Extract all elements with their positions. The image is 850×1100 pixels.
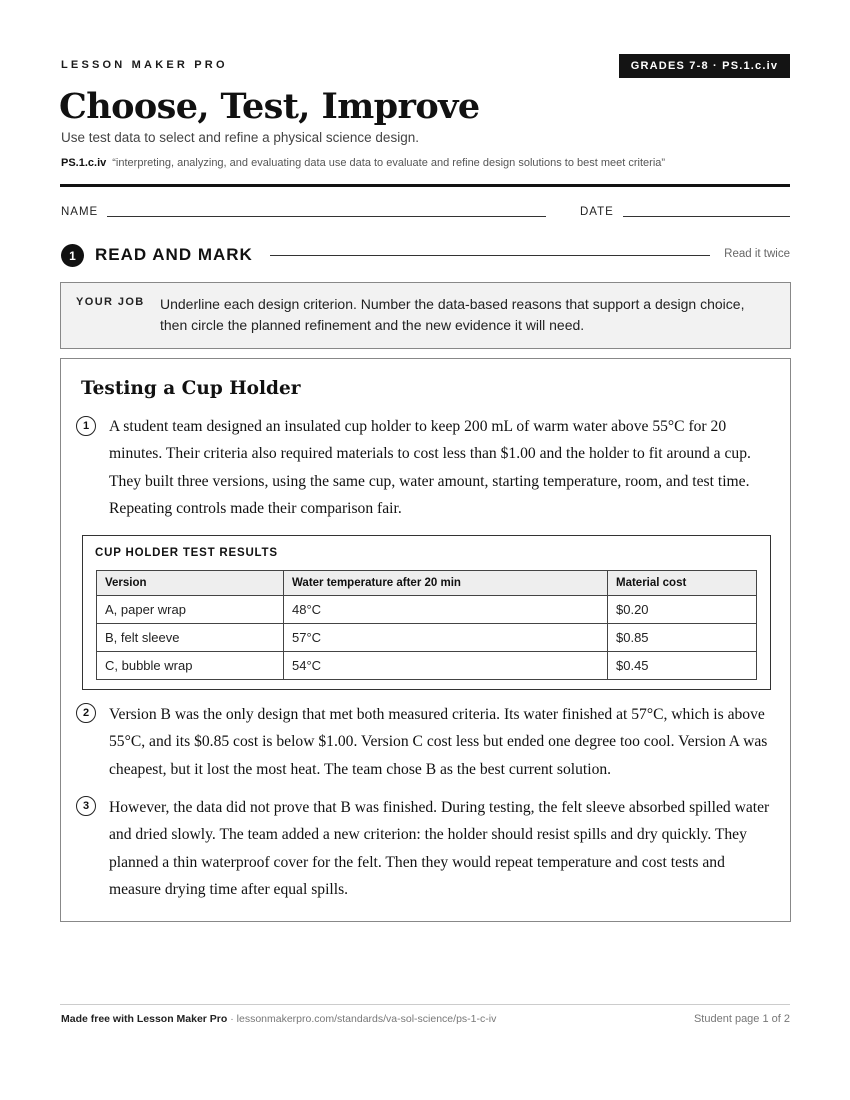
- header-divider: [60, 184, 790, 187]
- name-label: NAME: [61, 206, 99, 218]
- section-hint: Read it twice: [724, 248, 790, 260]
- job-label: YOUR JOB: [76, 296, 145, 308]
- table-row: [97, 652, 757, 680]
- section-number-badge: 1: [61, 244, 84, 267]
- table-row: [97, 624, 757, 652]
- paragraph-number: 2: [76, 703, 96, 723]
- page-indicator: Student page 1 of 2: [693, 1013, 790, 1025]
- footer-made-with: Made free with Lesson Maker Pro: [61, 1013, 228, 1025]
- reading-title: Testing a Cup Holder: [81, 378, 301, 399]
- footer-credit: [61, 1013, 496, 1025]
- table-cell: 54°C: [284, 652, 608, 680]
- paragraph: A student team designed an insulated cup holder to keep 200 mL of warm water above 55°C for 20 minutes. Their criteria also required materials to cost less than $1.00 and the holder to fit around a cup. They built three versions, using the same cup, water amount, starting temperature, room, and test time. Repeating controls made their comparison fair.: [109, 418, 751, 517]
- job-instructions: Underline each design criterion. Number the data-based reasons that support a design choice, then circle the planned refinement and the new evidence it will need.: [160, 296, 745, 333]
- section-title: READ AND MARK: [95, 245, 253, 264]
- table-cell: A, paper wrap: [97, 596, 284, 624]
- table-cell: $0.45: [608, 652, 757, 680]
- reading-passage: [60, 358, 791, 922]
- table-header-row: [97, 571, 757, 596]
- grade-badge: GRADES 7-8 · PS.1.c.iv: [619, 54, 790, 78]
- job-box: [60, 282, 791, 349]
- table-cell: $0.85: [608, 624, 757, 652]
- table-row: [97, 596, 757, 624]
- footer-url: · lessonmakerpro.com/standards/va-sol-science/ps-1-c-iv: [227, 1013, 497, 1025]
- page-subtitle: Use test data to select and refine a physical science design.: [61, 130, 419, 145]
- table-cell: B, felt sleeve: [97, 624, 284, 652]
- page-title: Choose, Test, Improve: [59, 86, 480, 127]
- results-table: [96, 570, 757, 680]
- date-field[interactable]: [623, 216, 790, 217]
- paragraph-number: 3: [76, 796, 96, 816]
- standard-text: “interpreting, analyzing, and evaluating data use data to evaluate and refine design solutions to best meet criteria”: [112, 157, 666, 169]
- table-cell: $0.20: [608, 596, 757, 624]
- paragraph-number: 1: [76, 416, 96, 436]
- section-divider: [270, 255, 710, 256]
- table-header-cell: Water temperature after 20 min: [284, 571, 608, 596]
- table-title: CUP HOLDER TEST RESULTS: [95, 547, 278, 559]
- standard-line: [61, 157, 665, 169]
- date-label: DATE: [580, 206, 614, 218]
- table-header-cell: Version: [97, 571, 284, 596]
- footer-divider: [60, 1004, 790, 1005]
- table-cell: 57°C: [284, 624, 608, 652]
- brand-wordmark: LESSON MAKER PRO: [61, 59, 228, 71]
- table-cell: C, bubble wrap: [97, 652, 284, 680]
- name-field[interactable]: [107, 216, 546, 217]
- paragraph: Version B was the only design that met both measured criteria. Its water finished at 57°C, which is above 55°C, and its $0.85 cost is below $1.00. Version C cost less but ended one degree too cool. Version A was cheapest, but it lost the most heat. The team chose B as the best current solution.: [109, 706, 768, 778]
- table-header-cell: Material cost: [608, 571, 757, 596]
- table-cell: 48°C: [284, 596, 608, 624]
- results-table-box: [82, 535, 771, 690]
- standard-code: PS.1.c.iv: [61, 157, 107, 169]
- paragraph: However, the data did not prove that B was finished. During testing, the felt sleeve absorbed spilled water and dried slowly. The team added a new criterion: the holder should resist spills and dry quickly. They planned a thin waterproof cover for the felt. Then they would repeat temperature and cost tests and measure drying time after equal spills.: [109, 799, 770, 898]
